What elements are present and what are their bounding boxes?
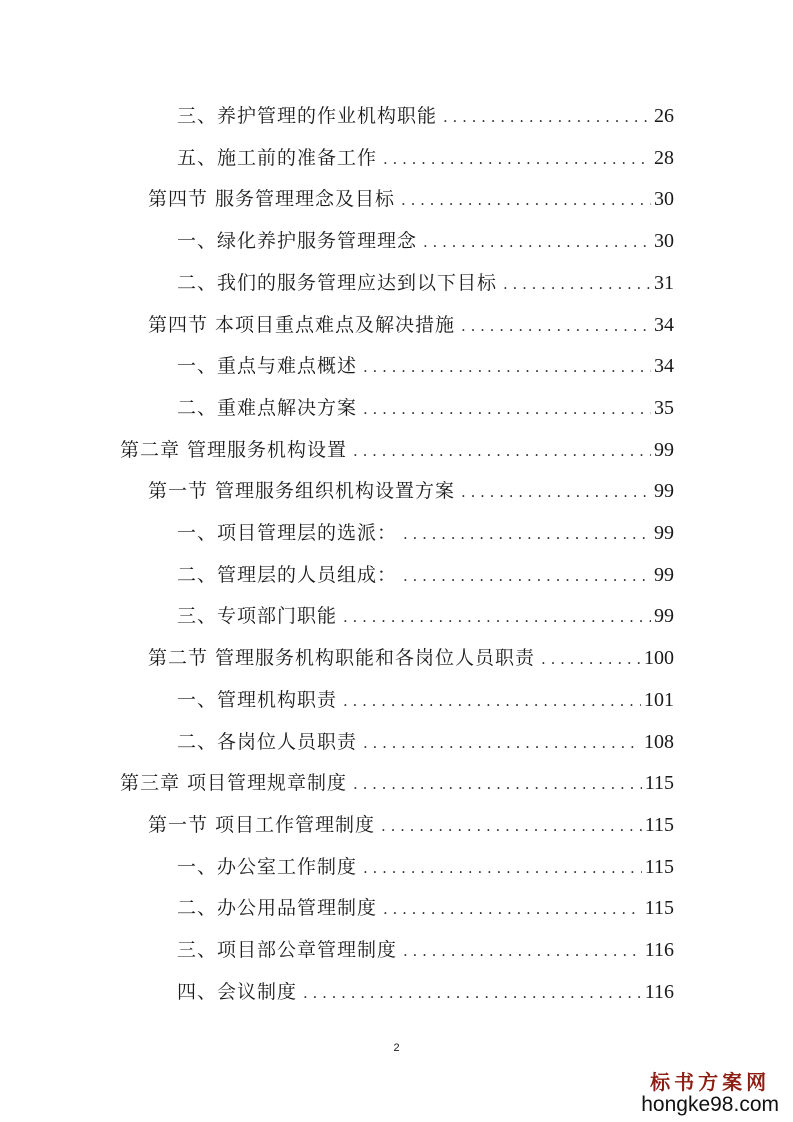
- toc-entry-title: 三、项目部公章管理制度: [177, 939, 398, 961]
- toc-entry[interactable]: [148, 471, 674, 511]
- toc-entry[interactable]: [177, 555, 674, 595]
- toc-entry[interactable]: [148, 805, 674, 845]
- toc-leader-dots: [461, 472, 651, 512]
- toc-entry-page: 30: [654, 188, 674, 211]
- toc-entry-page: 99: [654, 605, 674, 628]
- toc-entry-title: 第四节 服务管理理念及目标: [148, 188, 396, 211]
- toc-leader-dots: [443, 97, 651, 137]
- toc-entry[interactable]: [177, 388, 674, 428]
- toc-entry-page: 108: [644, 730, 674, 753]
- toc-entry[interactable]: [177, 221, 674, 261]
- toc-leader-dots: [383, 139, 651, 179]
- toc-entry-title: 第三章 项目管理规章制度: [120, 772, 348, 795]
- toc-entry-title: 第二章 管理服务机构设置: [120, 438, 348, 461]
- toc-entry[interactable]: [177, 346, 674, 386]
- toc-entry[interactable]: [120, 430, 674, 470]
- toc-entry-title: 三、专项部门职能: [177, 605, 338, 628]
- toc-entry-page: 99: [654, 563, 674, 586]
- toc-leader-dots: [403, 514, 651, 554]
- toc-leader-dots: [541, 639, 641, 679]
- toc-entry-title: 一、项目管理层的选派：: [177, 522, 398, 544]
- toc-entry[interactable]: [177, 513, 674, 553]
- toc-entry[interactable]: [148, 638, 674, 678]
- toc-leader-dots: [353, 431, 651, 471]
- toc-leader-dots: [363, 389, 651, 429]
- toc-entry-page: 100: [644, 647, 674, 670]
- toc-entry-title: 一、绿化养护服务管理理念: [177, 230, 418, 253]
- toc-entry-title: 第四节 本项目重点难点及解决措施: [148, 313, 456, 336]
- toc-entry[interactable]: [177, 596, 674, 636]
- toc-leader-dots: [503, 264, 651, 304]
- toc-entry-page: 34: [654, 355, 674, 378]
- toc-leader-dots: [363, 347, 651, 387]
- toc-entry-title: 第二节 管理服务机构职能和各岗位人员职责: [148, 647, 536, 670]
- toc-entry[interactable]: [177, 847, 674, 887]
- toc-entry[interactable]: [148, 179, 674, 219]
- toc-entry-title: 三、养护管理的作业机构职能: [177, 105, 438, 127]
- watermark-url: hongke98.com: [641, 1092, 779, 1116]
- toc-entry-page: 115: [644, 855, 674, 878]
- toc-entry-page: 116: [644, 939, 674, 961]
- watermark-name: 标书方案网: [650, 1069, 771, 1094]
- toc-leader-dots: [343, 681, 641, 721]
- toc-leader-dots: [383, 889, 642, 929]
- toc-entry[interactable]: [177, 930, 674, 970]
- toc-entry-title: 二、我们的服务管理应达到以下目标: [177, 271, 498, 294]
- toc-entry-title: 四、会议制度: [177, 980, 298, 1003]
- toc-entry-page: 115: [644, 813, 674, 836]
- toc-entry-page: 99: [654, 480, 674, 503]
- toc-entry[interactable]: [177, 888, 674, 928]
- toc-entry-page: 28: [654, 146, 674, 169]
- toc-entry-title: 第一节 项目工作管理制度: [148, 813, 376, 836]
- toc-entry[interactable]: [177, 263, 674, 303]
- toc-entry-page: 99: [654, 438, 674, 461]
- toc-entry-title: 二、管理层的人员组成：: [177, 563, 398, 586]
- toc-entry-page: 26: [654, 105, 674, 127]
- toc-entry-title: 一、重点与难点概述: [177, 355, 358, 378]
- toc-entry-page: 35: [654, 396, 674, 419]
- toc-entry[interactable]: [177, 138, 674, 178]
- toc-entry-title: 五、施工前的准备工作: [177, 146, 378, 169]
- toc-leader-dots: [403, 931, 642, 971]
- page-number: 2: [393, 1042, 400, 1054]
- toc-entry-title: 二、各岗位人员职责: [177, 730, 358, 753]
- watermark: [641, 1071, 779, 1116]
- toc-entry-page: 31: [654, 271, 674, 294]
- toc-entry-title: 二、重难点解决方案: [177, 396, 358, 419]
- toc-entry[interactable]: [177, 722, 674, 762]
- toc-entry-page: 99: [654, 522, 674, 544]
- toc-entry-title: 二、办公用品管理制度: [177, 897, 378, 920]
- toc-leader-dots: [423, 222, 651, 262]
- toc-entry[interactable]: [177, 96, 674, 136]
- toc-leader-dots: [303, 973, 642, 1013]
- toc-entry-title: 一、办公室工作制度: [177, 855, 358, 878]
- toc-leader-dots: [461, 306, 651, 346]
- toc-entry-title: 第一节 管理服务组织机构设置方案: [148, 480, 456, 503]
- toc-leader-dots: [403, 556, 651, 596]
- toc-entry[interactable]: [120, 763, 674, 803]
- toc-entry-page: 34: [654, 313, 674, 336]
- toc-leader-dots: [381, 806, 642, 846]
- toc-entry-title: 一、管理机构职责: [177, 688, 338, 711]
- toc-entry-page: 116: [644, 980, 674, 1003]
- toc-entry[interactable]: [148, 305, 674, 345]
- toc-entry[interactable]: [177, 972, 674, 1012]
- toc-entry-page: 115: [644, 772, 674, 795]
- toc-leader-dots: [363, 848, 642, 888]
- toc-entry-page: 101: [644, 688, 674, 711]
- toc-leader-dots: [401, 180, 651, 220]
- toc-entry[interactable]: [177, 680, 674, 720]
- toc-entry-page: 115: [644, 897, 674, 920]
- toc-leader-dots: [353, 764, 642, 804]
- toc-leader-dots: [343, 597, 651, 637]
- toc-leader-dots: [363, 723, 641, 763]
- toc-entry-page: 30: [654, 230, 674, 253]
